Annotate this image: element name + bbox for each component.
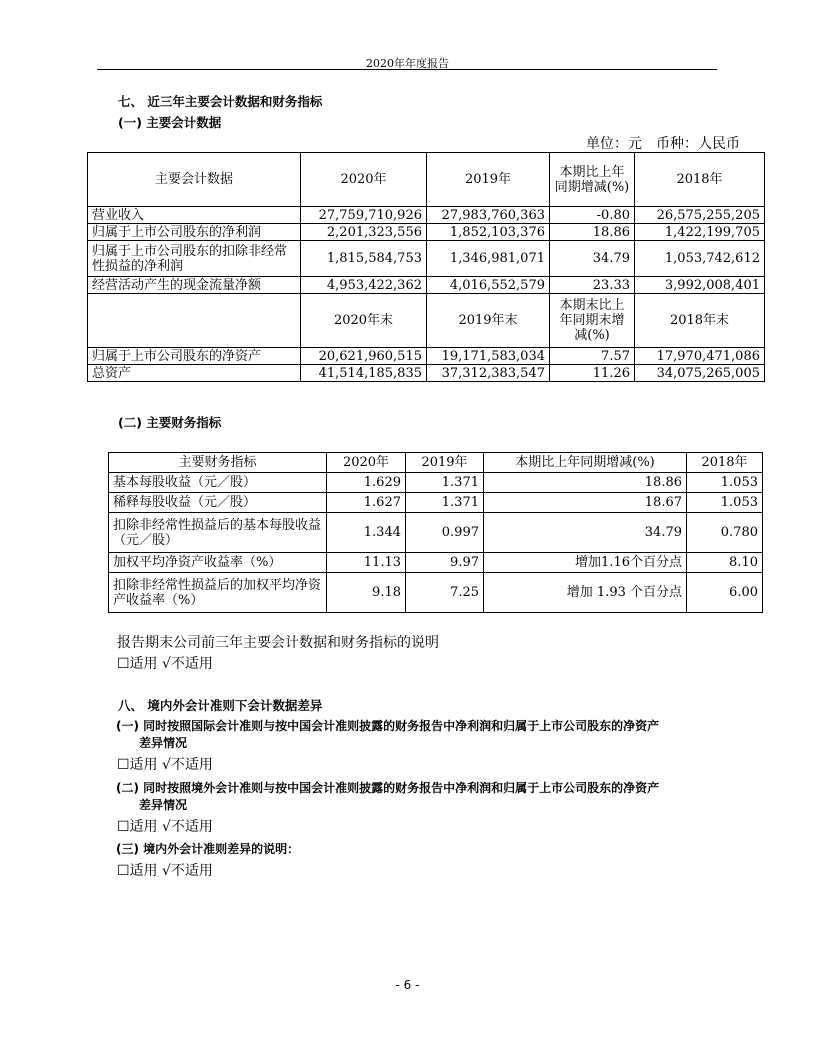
row-label: 扣除非经常性损益后的加权平均净资产收益率（%） [109,573,327,613]
item1-applicability: ☐适用 √不适用 [117,757,213,773]
item3-applicability: ☐适用 √不适用 [117,863,213,879]
unit-label: 单位：元 币种：人民币 [586,136,740,152]
cell-value: 34,075,265,005 [635,365,765,382]
row-label: 归属于上市公司股东的净利润 [88,224,301,241]
section8-item1: (一) 同时按照国际会计准则与按中国会计准则披露的财务报告中净利润和归属于上市公司股东的净资产 [116,719,660,733]
cell-value: 1,053,742,612 [635,241,765,277]
cell-value: 4,016,552,579 [427,277,550,294]
accounting-data-table [87,152,765,382]
cell-value: 1.371 [406,493,484,513]
cell-value: 27,759,710,926 [301,207,427,224]
cell-value: 11.13 [327,553,406,573]
table-header-cell: 2018年末 [635,294,765,348]
cell-value: 1,815,584,753 [301,241,427,277]
table-header-cell: 2019年 [427,153,550,207]
table-header-cell: 本期末比上年同期末增减(%) [550,294,635,348]
table-header-cell: 本期比上年同期增减(%) [484,453,687,473]
table-row [109,513,763,553]
section8-title: 八、 境内外会计准则下会计数据差异 [118,698,323,713]
table-header-cell: 本期比上年同期增减(%) [550,153,635,207]
table-row [109,473,763,493]
cell-value: 20,621,960,515 [301,348,427,365]
row-label: 加权平均净资产收益率（%） [109,553,327,573]
table-header-row [88,294,765,348]
cell-value: 41,514,185,835 [301,365,427,382]
row-label: 经营活动产生的现金流量净额 [88,277,301,294]
table-header-cell: 2019年末 [427,294,550,348]
cell-value: 1.053 [687,493,763,513]
row-label: 归属于上市公司股东的净资产 [88,348,301,365]
table-row [88,365,765,382]
cell-value: 26,575,255,205 [635,207,765,224]
cell-value: 6.00 [687,573,763,613]
row-label: 归属于上市公司股东的扣除非经常性损益的净利润 [88,241,301,277]
cell-value: 19,171,583,034 [427,348,550,365]
cell-value: 1.053 [687,473,763,493]
cell-value: 1,346,981,071 [427,241,550,277]
table-header-cell: 2019年 [406,453,484,473]
cell-value: 18.86 [550,224,635,241]
table-header-cell [88,294,301,348]
row-label: 扣除非经常性损益后的基本每股收益（元／股） [109,513,327,553]
cell-value: 1.629 [327,473,406,493]
cell-value: 37,312,383,547 [427,365,550,382]
row-label: 营业收入 [88,207,301,224]
page-header: 2020年年度报告 [366,57,449,70]
cell-value: 0.780 [687,513,763,553]
table-row [109,553,763,573]
table-header-cell: 2018年 [687,453,763,473]
section7-sub2: (二) 主要财务指标 [118,415,222,430]
page-number: - 6 - [395,978,420,992]
row-label: 总资产 [88,365,301,382]
cell-value: 7.25 [406,573,484,613]
cell-value: 27,983,760,363 [427,207,550,224]
cell-value: 8.10 [687,553,763,573]
table-row [88,207,765,224]
cell-value: 17,970,471,086 [635,348,765,365]
section7-title: 七、 近三年主要会计数据和财务指标 [118,94,323,109]
header-rule [97,69,717,70]
table-row [88,277,765,294]
cell-value: 18.67 [484,493,687,513]
table-row [88,224,765,241]
table-header-cell: 2020年 [327,453,406,473]
cell-value: 1,422,199,705 [635,224,765,241]
table-header-row [88,153,765,207]
table-header-row [109,453,763,473]
cell-value: 2,201,323,556 [301,224,427,241]
cell-value: 11.26 [550,365,635,382]
cell-value: 1,852,103,376 [427,224,550,241]
cell-value: 18.86 [484,473,687,493]
section8-item3: (三) 境内外会计准则差异的说明： [116,842,300,856]
table-header-cell: 2020年 [301,153,427,207]
cell-value: 0.997 [406,513,484,553]
section8-item2: (二) 同时按照境外会计准则与按中国会计准则披露的财务报告中净利润和归属于上市公司股东的净资产 [116,781,660,795]
table-row [88,348,765,365]
cell-value: 7.57 [550,348,635,365]
cell-value: 9.97 [406,553,484,573]
table-row [109,493,763,513]
item2-applicability: ☐适用 √不适用 [117,819,213,835]
cell-value: 3,992,008,401 [635,277,765,294]
note-text: 报告期末公司前三年主要会计数据和财务指标的说明 [117,635,439,651]
cell-value: 34.79 [484,513,687,553]
cell-value: 4,953,422,362 [301,277,427,294]
note-applicability: ☐适用 √不适用 [117,656,213,672]
cell-value: 23.33 [550,277,635,294]
table-row [109,573,763,613]
table-row [88,241,765,277]
cell-value: 1.344 [327,513,406,553]
cell-value: 增加1.16个百分点 [484,553,687,573]
table-header-cell: 2018年 [635,153,765,207]
section8-item2-cont: 差异情况 [139,798,188,812]
table-header-cell: 主要会计数据 [88,153,301,207]
section7-sub1: (一) 主要会计数据 [118,115,222,130]
section8-item1-cont: 差异情况 [139,736,188,750]
table-header-cell: 2020年末 [301,294,427,348]
cell-value: 增加 1.93 个百分点 [484,573,687,613]
table-header-cell: 主要财务指标 [109,453,327,473]
cell-value: 1.627 [327,493,406,513]
row-label: 基本每股收益（元／股） [109,473,327,493]
cell-value: -0.80 [550,207,635,224]
financial-indicators-table [108,452,763,613]
row-label: 稀释每股收益（元／股） [109,493,327,513]
cell-value: 34.79 [550,241,635,277]
cell-value: 1.371 [406,473,484,493]
cell-value: 9.18 [327,573,406,613]
